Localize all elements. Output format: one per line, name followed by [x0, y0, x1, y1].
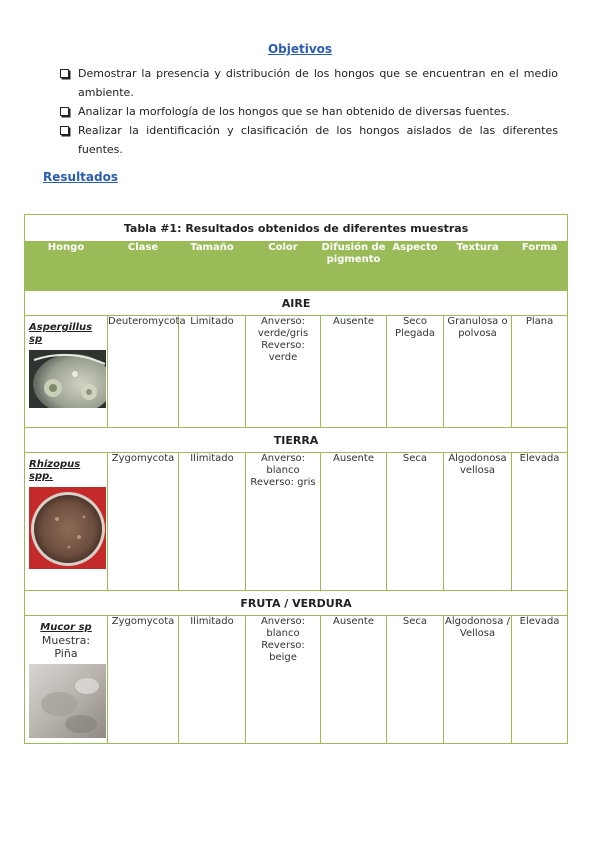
objetivo-item: [60, 121, 558, 159]
column-header: Clase: [108, 242, 179, 291]
textura-cell: Algodonosa vellosa: [444, 453, 512, 591]
hongo-name: Aspergillus sp: [29, 322, 93, 345]
checkbox-bullet-icon: [60, 69, 69, 78]
results-table: [24, 214, 568, 744]
section-header-fruta-verdura: FRUTA / VERDURA: [25, 591, 568, 616]
column-header: Aspecto: [387, 242, 444, 291]
tamano-cell: Ilimitado: [179, 453, 246, 591]
color-cell: Anverso: blanco Reverso: gris: [246, 453, 321, 591]
textura-cell: Algodonosa / Vellosa: [444, 616, 512, 744]
difusion-cell: Ausente: [321, 453, 387, 591]
resultados-heading: Resultados: [43, 170, 118, 184]
petri-dish-photo: [29, 487, 106, 569]
forma-cell: Plana: [512, 316, 568, 428]
hongo-name: Rhizopus spp.: [29, 459, 81, 482]
checkbox-bullet-icon: [60, 126, 69, 135]
color-cell: Anverso: verde/gris Reverso: verde: [246, 316, 321, 428]
textura-cell: Granulosa o polvosa: [444, 316, 512, 428]
clase-cell: Zygomycota: [108, 453, 179, 591]
tamano-cell: Ilimitado: [179, 616, 246, 744]
clase-cell: Deuteromycota: [108, 316, 179, 428]
column-header: Tamaño: [179, 242, 246, 291]
hongo-name: Mucor sp: [40, 622, 92, 633]
aspecto-cell: Seco Plegada: [387, 316, 444, 428]
table-row: [25, 616, 568, 744]
objetivo-text: Demostrar la presencia y distribución de los hongos que se encuentran en el medio ambiente.: [78, 67, 558, 99]
column-header: Difusión de pigmento: [321, 242, 387, 291]
table-header-row: [25, 242, 568, 291]
column-header: Color: [246, 242, 321, 291]
aspecto-cell: Seca: [387, 453, 444, 591]
muestra-label: Muestra: Piña: [41, 634, 91, 660]
difusion-cell: Ausente: [321, 316, 387, 428]
column-header: Textura: [444, 242, 512, 291]
hongo-cell: [25, 453, 108, 591]
section-header-aire: AIRE: [25, 291, 568, 316]
column-header: Forma: [512, 242, 568, 291]
hongo-cell: [25, 316, 108, 428]
clase-cell: Zygomycota: [108, 616, 179, 744]
objetivo-item: [60, 102, 558, 121]
checkbox-bullet-icon: [60, 107, 69, 116]
objetivos-heading: Objetivos: [267, 42, 333, 56]
objetivo-text: Analizar la morfología de los hongos que se han obtenido de diversas fuentes.: [78, 105, 510, 118]
objetivos-list: [60, 64, 558, 159]
table-row: [25, 453, 568, 591]
table-caption: Tabla #1: Resultados obtenidos de diferentes muestras: [25, 215, 568, 242]
color-cell: Anverso: blanco Reverso: beige: [246, 616, 321, 744]
difusion-cell: Ausente: [321, 616, 387, 744]
forma-cell: Elevada: [512, 616, 568, 744]
forma-cell: Elevada: [512, 453, 568, 591]
petri-dish-photo: [29, 350, 106, 408]
objetivo-item: [60, 64, 558, 102]
table-row: [25, 316, 568, 428]
tamano-cell: Limitado: [179, 316, 246, 428]
objetivo-text: Realizar la identificación y clasificación de los hongos aislados de las diferentes fuentes.: [78, 124, 558, 156]
mycelium-photo: [29, 664, 106, 738]
section-header-tierra: TIERRA: [25, 428, 568, 453]
aspecto-cell: Seca: [387, 616, 444, 744]
column-header: Hongo: [25, 242, 108, 291]
hongo-cell: [25, 616, 108, 744]
